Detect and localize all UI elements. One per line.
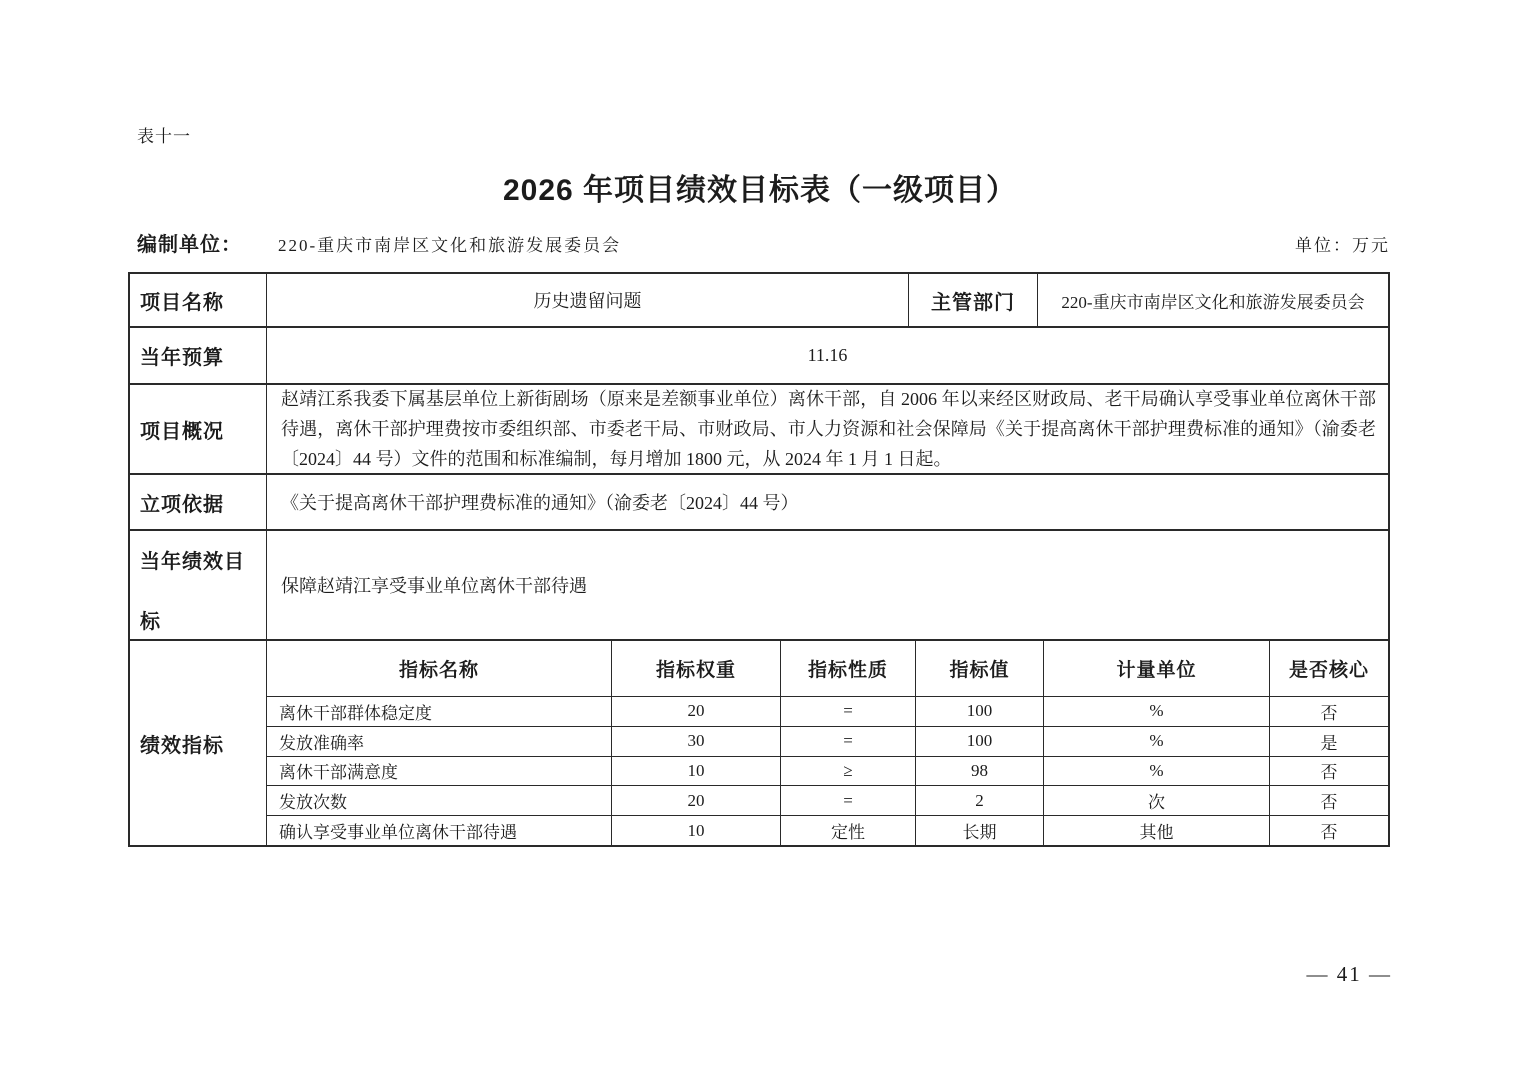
project-name-value: 历史遗留问题 — [267, 274, 909, 326]
indicator-nature: = — [781, 697, 916, 726]
dept-label: 主管部门 — [909, 274, 1038, 326]
table-row-overview — [130, 385, 1388, 475]
table-row-goal — [130, 531, 1388, 641]
indicator-name: 发放准确率 — [267, 727, 612, 756]
indicator-header: 是否核心 — [1288, 660, 1369, 681]
page-title: 2026 年项目绩效目标表（一级项目） — [502, 174, 1018, 207]
project-name-label: 项目名称 — [130, 274, 267, 326]
indicator-value: 2 — [916, 786, 1044, 815]
indicator-name: 离休干部群体稳定度 — [267, 697, 612, 726]
indicator-unit: 次 — [1044, 786, 1270, 815]
indicator-nature: ≥ — [781, 757, 916, 786]
prepared-by-label: 编制单位： — [137, 234, 242, 256]
indicator-weight: 20 — [612, 697, 781, 726]
indicator-row — [267, 786, 1388, 816]
indicator-nature: 定性 — [781, 816, 916, 845]
indicator-unit: % — [1044, 757, 1270, 786]
indicator-name: 离休干部满意度 — [267, 757, 612, 786]
indicator-row — [267, 727, 1388, 757]
indicator-name: 确认享受事业单位离休干部待遇 — [267, 816, 612, 845]
indicator-core: 是 — [1320, 733, 1338, 753]
table-tag: 表十一 — [137, 127, 191, 146]
unit-note: 单位：万元 — [1295, 236, 1390, 255]
table-row-project-name — [130, 274, 1388, 328]
indicator-nature: = — [781, 786, 916, 815]
indicator-unit: 其他 — [1044, 816, 1270, 845]
basis-value: 《关于提高离休干部护理费标准的通知》（渝委老〔2024〕44 号） — [281, 493, 799, 513]
dept-value: 220-重庆市南岸区文化和旅游发展委员会 — [1061, 292, 1365, 312]
indicator-header: 指标名称 — [267, 641, 612, 696]
table-row-indicators — [130, 641, 1388, 845]
table-row-basis — [130, 475, 1388, 531]
indicator-unit: % — [1044, 727, 1270, 756]
indicators-header-row — [267, 641, 1388, 697]
performance-target-table — [128, 272, 1390, 847]
indicator-value: 100 — [916, 727, 1044, 756]
meta-row — [137, 228, 1390, 257]
indicator-core: 否 — [1320, 703, 1338, 723]
overview-label: 项目概况 — [130, 385, 267, 473]
indicator-nature: = — [781, 727, 916, 756]
indicator-weight: 10 — [612, 816, 781, 845]
indicator-unit: % — [1044, 697, 1270, 726]
budget-label: 当年预算 — [130, 328, 267, 383]
indicator-name: 发放次数 — [267, 786, 612, 815]
indicator-weight: 30 — [612, 727, 781, 756]
indicator-header: 指标值 — [916, 641, 1044, 696]
indicators-subtable — [267, 641, 1388, 845]
indicator-header: 计量单位 — [1044, 641, 1270, 696]
page-number: — 41 — — [1306, 962, 1392, 986]
indicators-label: 绩效指标 — [130, 641, 267, 845]
goal-value: 保障赵靖江享受事业单位离休干部待遇 — [281, 576, 587, 596]
overview-value: 赵靖江系我委下属基层单位上新街剧场（原来是差额事业单位）离休干部，自 2006 年以来经区财政局、老干局确认享受事业单位离休干部待遇，离休干部护理费按市委组织部、市委老干局、市财政局、市人力资源和社会保障局《关于提高离休干部护理费标准的通知》（渝委老〔2024〕44 号）文件的范围和标准编制，每月增加 1800 元，从 2024 年 1 月 1 日起。 — [281, 389, 1376, 469]
basis-label: 立项依据 — [130, 475, 267, 529]
indicator-value: 98 — [916, 757, 1044, 786]
indicator-core: 否 — [1320, 793, 1338, 813]
indicator-row — [267, 816, 1388, 845]
prepared-by-value: 220-重庆市南岸区文化和旅游发展委员会 — [278, 236, 622, 255]
indicator-value: 长期 — [916, 816, 1044, 845]
goal-label: 当年绩效目标 — [130, 531, 267, 639]
indicator-weight: 20 — [612, 786, 781, 815]
table-row-budget — [130, 328, 1388, 385]
indicator-row — [267, 757, 1388, 787]
indicator-core: 否 — [1320, 823, 1338, 843]
budget-value: 11.16 — [807, 345, 848, 365]
indicator-weight: 10 — [612, 757, 781, 786]
indicator-value: 100 — [916, 697, 1044, 726]
indicator-row — [267, 697, 1388, 727]
indicator-core: 否 — [1320, 763, 1338, 783]
indicator-header: 指标性质 — [781, 641, 916, 696]
indicator-header: 指标权重 — [612, 641, 781, 696]
